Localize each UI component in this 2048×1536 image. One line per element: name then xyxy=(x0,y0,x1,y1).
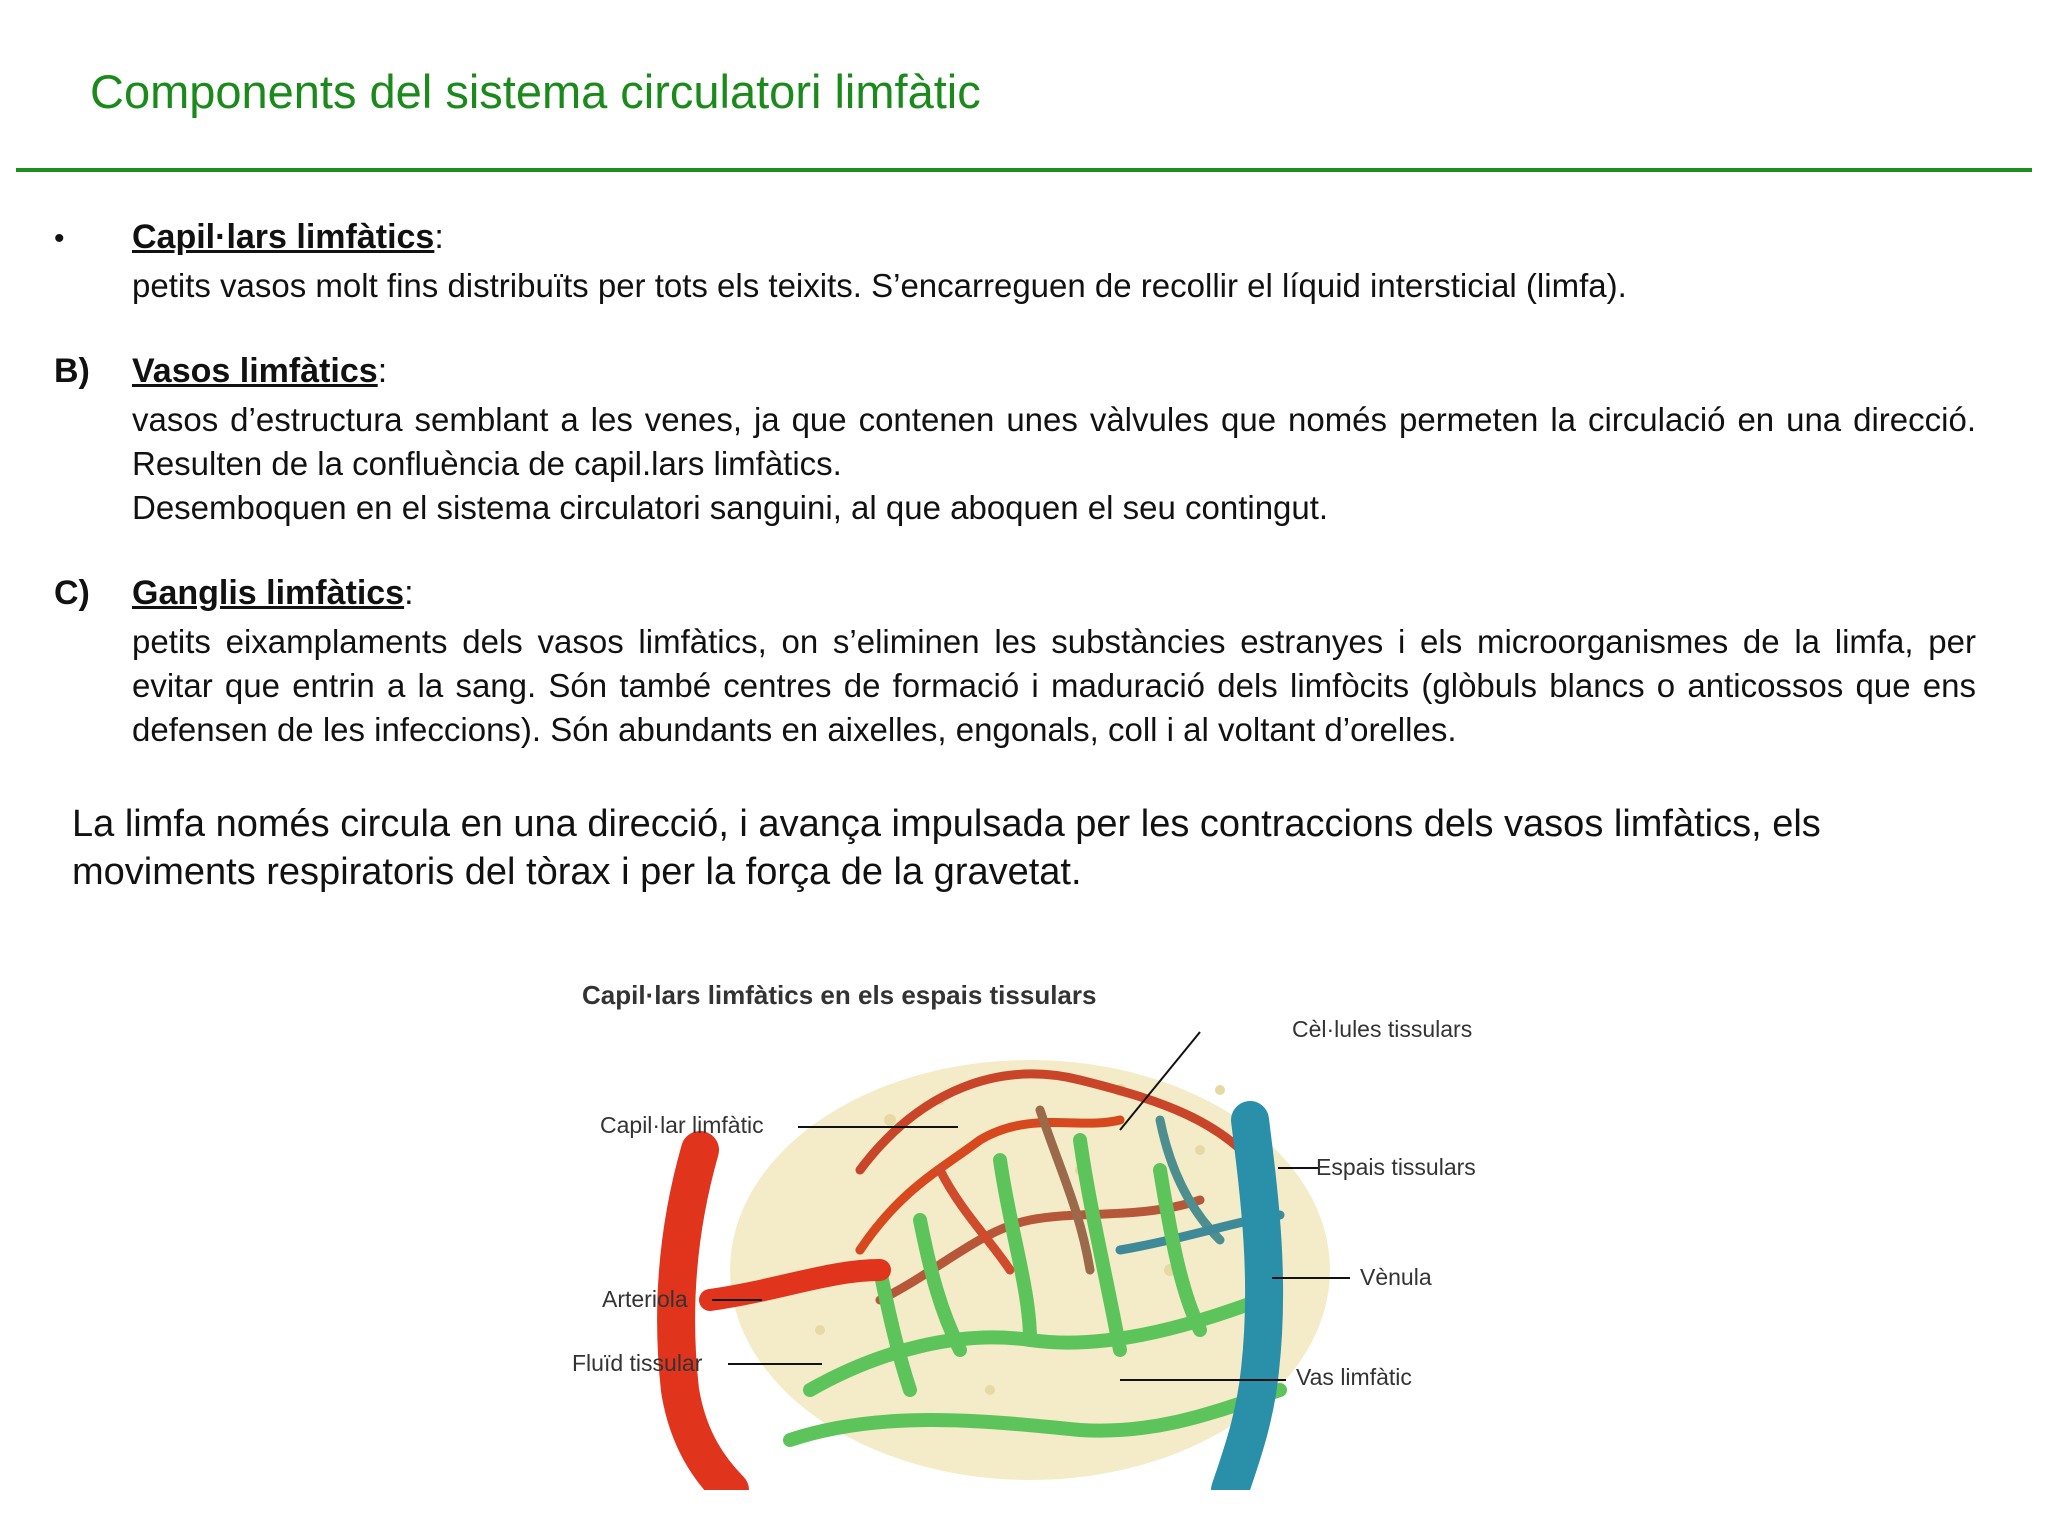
label-tissue-spaces: Espais tissulars xyxy=(1316,1154,1476,1180)
section-heading: Capil·lars limfàtics: xyxy=(132,218,444,256)
arteriole-vessel xyxy=(676,1150,730,1490)
page-title: Components del sistema circulatori limfàtic xyxy=(90,65,981,118)
label-venule: Vènula xyxy=(1360,1264,1432,1290)
title-divider xyxy=(16,168,2032,172)
section-marker: C) xyxy=(54,574,90,612)
label-tissue-fluid: Fluïd tissular xyxy=(572,1350,703,1376)
section-body: petits vasos molt fins distribuïts per tots els teixits. S’encarreguen de recollir el líquid intersticial (limfa). xyxy=(132,267,1627,304)
label-lymph-vessel: Vas limfàtic xyxy=(1296,1364,1412,1390)
label-lymph-capillary: Capil·lar limfàtic xyxy=(600,1112,764,1138)
label-arteriole: Arteriola xyxy=(602,1286,688,1312)
section-marker: B) xyxy=(54,352,90,390)
lymph-capillary-figure xyxy=(560,970,1520,1490)
bullet-marker: • xyxy=(54,222,65,255)
section-body: vasos d’estructura semblant a les venes, ja que contenen unes vàlvules que només permeten la circulació en una direcció. Resulten de la confluència de capil.lars limfàtics. Desemboquen en el sistema circulatori sanguini, al que aboquen el seu contingut. xyxy=(132,401,1976,526)
figure-illustration xyxy=(560,970,1520,1490)
summary-text: La limfa només circula en una direcció, i avança impulsada per les contraccions dels vasos limfàtics, els moviments respiratoris del tòrax i per la força de la gravetat. xyxy=(72,803,1821,893)
section-body: petits eixamplaments dels vasos limfàtics, on s’eliminen les substàncies estranyes i els microorganismes de la limfa, per evitar que entrin a la sang. Són també centres de formació i maduració dels limfòcits (glòbuls blancs o anticossos que ens defensen de les infeccions). Són abundants en aixelles, engonals, coll i al voltant d’orelles. xyxy=(132,623,1976,748)
section-heading: Vasos limfàtics: xyxy=(132,352,388,390)
section-heading: Ganglis limfàtics: xyxy=(132,574,414,612)
figure-title: Capil·lars limfàtics en els espais tissulars xyxy=(582,980,1097,1010)
label-tissue-cells: Cèl·lules tissulars xyxy=(1292,1016,1473,1042)
